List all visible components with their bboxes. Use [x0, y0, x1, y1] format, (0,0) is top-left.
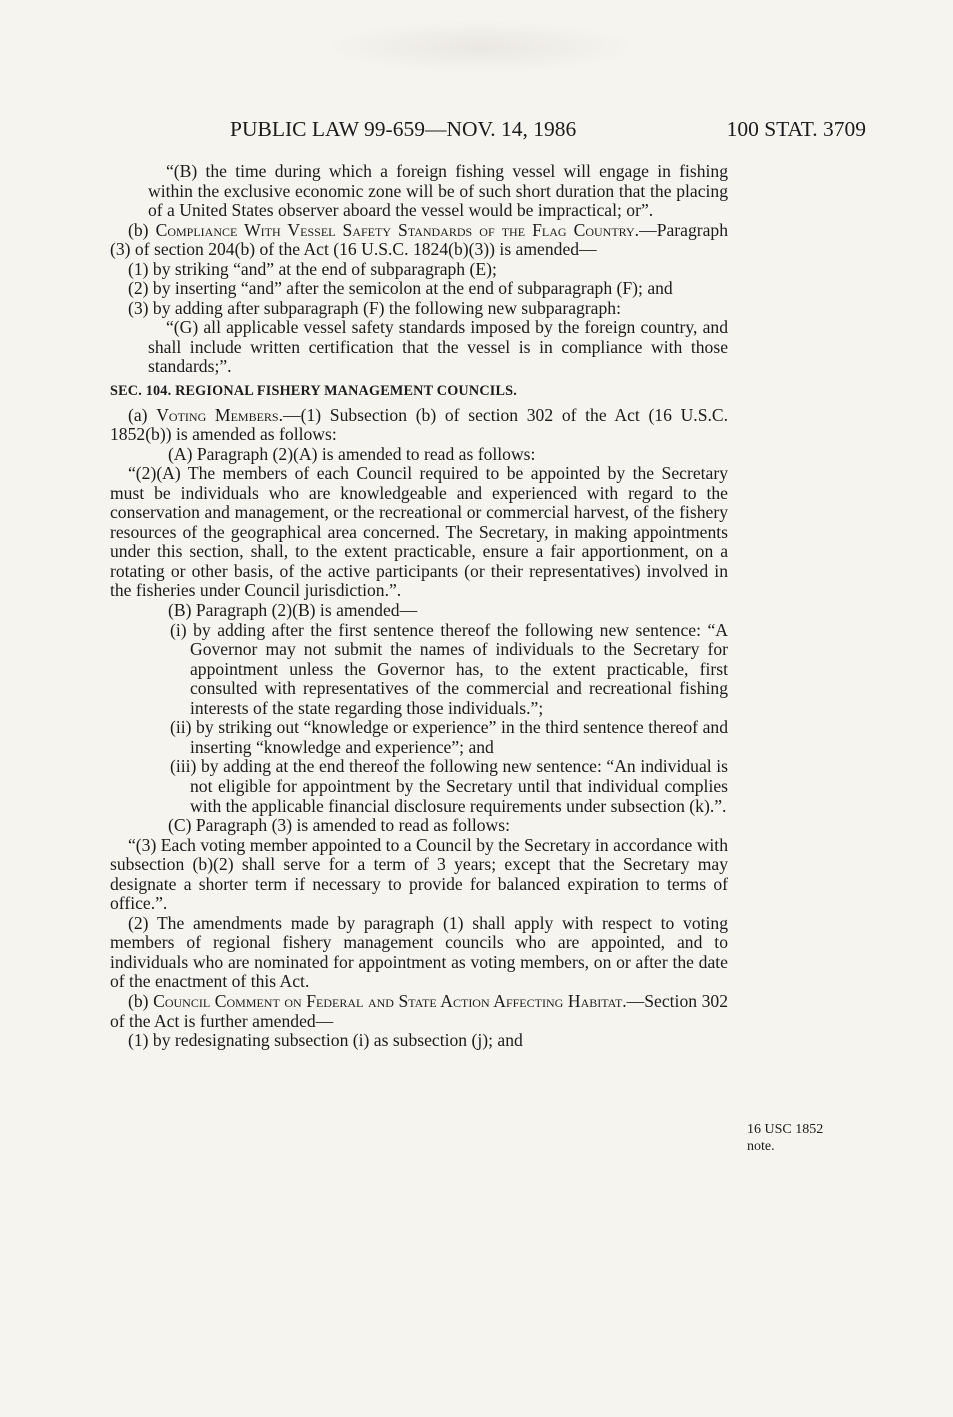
paragraph-label: (a): [128, 404, 157, 425]
paragraph-text: (A) Paragraph (2)(A) is amended to read as follows:: [168, 443, 536, 464]
paragraph: [110, 992, 728, 1031]
show-through-shadow: [320, 20, 640, 74]
paragraph-text: —Paragraph (3) of section 204(b) of the Act (16 U.S.C. 1824(b)(3)) is amended—: [110, 219, 729, 260]
paragraph-text: (B) Paragraph (2)(B) is amended—: [168, 600, 418, 621]
paragraph-text: “(2)(A) The members of each Council required to be appointed by the Secretary must be individuals who are knowledgeable and experienced with regard to the conservation and management, or the recreational or commercial harvest, of the fishery resources of the geographical area concerned. The Secretary, in making appointments under this section, shall, to the extent practicable, ensure a fair apportionment, on a rotating or other basis, of the active participants (or their representatives) involved in the fisheries under Council jurisdiction.”.: [110, 463, 728, 601]
paragraph-text: (3) by adding after subparagraph (F) the following new subparagraph:: [128, 297, 621, 318]
paragraph-text: —Section 302 of the Act is further amended—: [110, 990, 729, 1031]
paragraph: [110, 299, 728, 319]
paragraph-text: “(3) Each voting member appointed to a Council by the Secretary in accordance with subsection (b)(2) shall serve for a term of 3 years; except that the Secretary may designate a shorter term if necessary to provide for balanced expiration to terms of office.”.: [110, 834, 728, 914]
paragraph-text: (C) Paragraph (3) is amended to read as follows:: [168, 815, 510, 836]
paragraph-text: (1) by redesignating subsection (i) as subsection (j); and: [128, 1030, 523, 1051]
paragraph-text: “(B) the time during which a foreign fishing vessel will engage in fishing within the exclusive economic zone will be of such short duration that the placing of a United States observer aboard the vessel would be impractical; or”.: [148, 161, 728, 221]
paragraph-text: (1) by striking “and” at the end of subparagraph (E);: [128, 258, 497, 279]
paragraph-text: (2) The amendments made by paragraph (1) shall apply with respect to voting members of regional fishery management councils who are appointed, and to individuals who are nominated for appointment as voting members, on or after the date of the enactment of this Act.: [110, 912, 728, 992]
paragraph: [110, 1031, 728, 1051]
section-heading: [110, 382, 728, 402]
paragraph: [110, 601, 728, 621]
paragraph: [110, 757, 728, 816]
paragraph-text: —(1) Subsection (b) of section 302 of the Act (16 U.S.C. 1852(b)) is amended as follows:: [110, 404, 729, 445]
paragraph-text: (iii) by adding at the end thereof the following new sentence: “An individual is not eligible for appointment by the Secretary until that individual complies with the applicable financial disclosure requirements under subsection (k).”.: [170, 756, 728, 816]
paragraph: [110, 221, 728, 260]
subsection-heading: Compliance With Vessel Safety Standards of the Flag Country.: [155, 219, 640, 240]
paragraph: [110, 836, 728, 914]
margin-note-citation: 16 USC 1852: [747, 1122, 824, 1137]
law-body-text: [110, 162, 728, 1051]
subsection-heading: Council Comment on Federal and State Action Affecting Habitat.: [153, 990, 627, 1011]
paragraph: [110, 718, 728, 757]
paragraph: [110, 279, 728, 299]
subsection-heading: Voting Members.: [156, 404, 283, 425]
paragraph-text: SEC. 104. REGIONAL FISHERY MANAGEMENT COUNCILS.: [110, 383, 517, 400]
paragraph: [110, 318, 728, 377]
paragraph: [110, 406, 728, 445]
margin-note: [747, 1121, 857, 1155]
page-header: [230, 114, 866, 144]
paragraph-text: (ii) by striking out “knowledge or experience” in the third sentence thereof and inserting “knowledge and experience”; and: [170, 717, 728, 757]
paragraph-text: (2) by inserting “and” after the semicolon at the end of subparagraph (F); and: [128, 278, 673, 299]
law-citation: PUBLIC LAW 99-659—NOV. 14, 1986: [230, 117, 577, 141]
paragraph-label: (b): [128, 219, 156, 240]
paragraph: [110, 621, 728, 719]
paragraph-text: “(G) all applicable vessel safety standards imposed by the foreign country, and shall include written certification that the vessel is in compliance with those standards;”.: [148, 317, 728, 377]
paragraph: [110, 260, 728, 280]
paragraph: [110, 464, 728, 601]
paragraph: [110, 445, 728, 465]
paragraph: [110, 914, 728, 992]
paragraph: [110, 162, 728, 221]
paragraph-label: (b): [128, 990, 154, 1011]
paragraph: [110, 816, 728, 836]
paragraph-text: (i) by adding after the first sentence thereof the following new sentence: “A Governor may not submit the names of individuals to the Secretary for appointment unless the Governor has, to the extent practicable, first consulted with representatives of the commercial and recreational fishing interests of the state regarding those individuals.”;: [170, 619, 728, 718]
stat-citation: 100 STAT. 3709: [726, 117, 866, 141]
margin-note-suffix: note.: [747, 1139, 775, 1154]
